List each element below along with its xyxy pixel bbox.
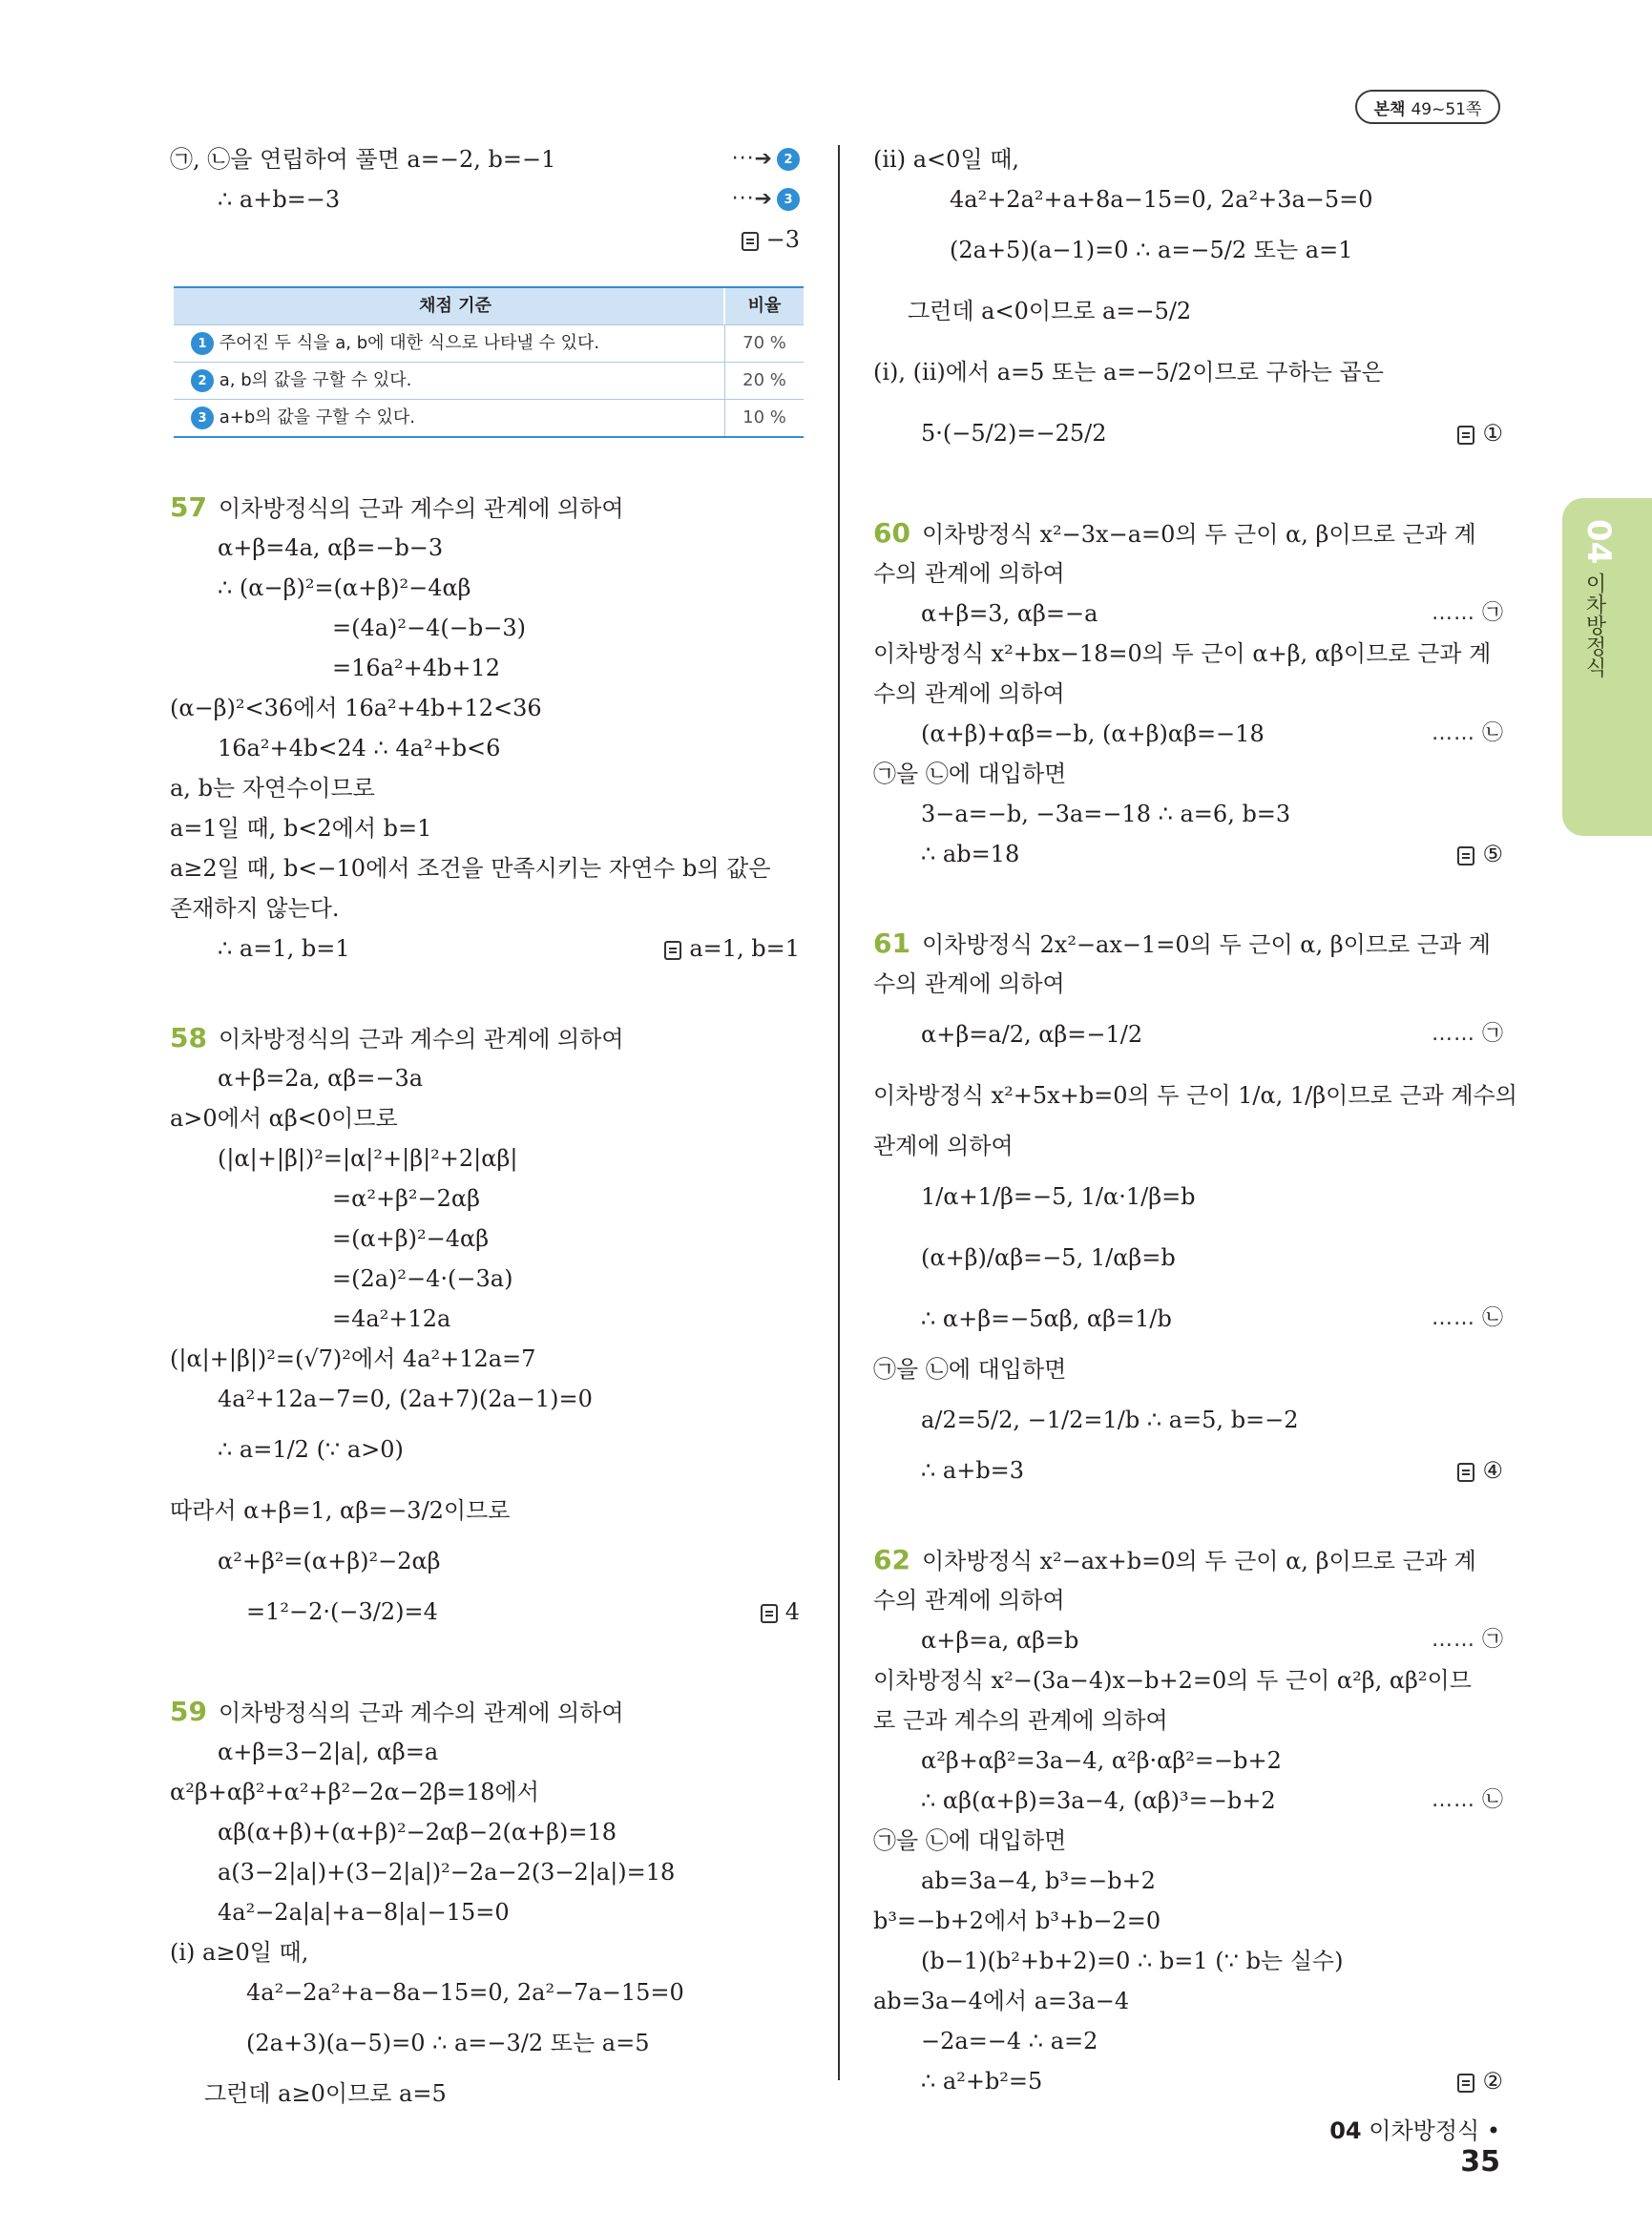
solution-line	[873, 594, 1503, 634]
solution-line: (b−1)(b²+b+2)=0 ∴ b=1 (∵ b는 실수)	[921, 1948, 1344, 1974]
footer-chapter-title: 이차방정식	[1369, 2117, 1480, 2144]
solution-line: 그런데 a<0이므로 a=−5/2	[908, 298, 1192, 324]
line-text: 이차방정식의 근과 계수의 관계에 의하여	[218, 1699, 624, 1726]
table-header-row	[174, 288, 804, 325]
question-heading	[873, 924, 1503, 964]
question-number: 60	[873, 517, 910, 549]
solution-line: ㉠을 ㉡에 대입하면	[873, 1827, 1067, 1854]
answer-icon	[761, 1604, 778, 1623]
solution-line: 그런데 a≥0이므로 a=5	[204, 2080, 447, 2107]
answer	[1457, 2061, 1503, 2101]
line-text: 이차방정식의 근과 계수의 관계에 의하여	[218, 1026, 624, 1053]
answer-icon	[1457, 1463, 1474, 1482]
answer-icon	[1457, 2074, 1474, 2093]
solution-line: 이차방정식 x²+5x+b=0의 두 근이 1/α, 1/β이므로 근과 계수의	[873, 1082, 1517, 1109]
solution-line: 따라서 α+β=1, αβ=−3/2이므로	[170, 1497, 511, 1524]
line-text: ∴ a²+b²=5	[921, 2068, 1043, 2095]
solution-line: α²β+αβ²+α²+β²−2α−2β=18에서	[170, 1779, 539, 1805]
solution-line	[873, 1450, 1503, 1491]
solution-line: 16a²+4b<24 ∴ 4a²+b<6	[218, 735, 501, 761]
solution-line: ㉠을 ㉡에 대입하면	[873, 761, 1067, 787]
answer	[1457, 1450, 1503, 1491]
equation-tag-label: ㉠	[1481, 601, 1503, 625]
line-text: α+β=a/2, αβ=−1/2	[921, 1021, 1143, 1048]
criteria-text: a+b의 값을 구할 수 있다.	[219, 407, 415, 427]
answer-icon	[742, 232, 759, 251]
solution-line: ㉠을 ㉡에 대입하면	[873, 1356, 1067, 1383]
solution-line: ∴ a=1/2 (∵ a>0)	[218, 1436, 404, 1463]
left-column	[170, 139, 800, 2114]
solution-line: (ii) a<0일 때,	[873, 146, 1020, 173]
solution-line	[170, 928, 800, 969]
column-header: 비율	[723, 288, 804, 324]
solution-line: a≥2일 때, b<−10에서 조건을 만족시키는 자연수 b의 값은	[170, 855, 771, 882]
question-number: 62	[873, 1544, 910, 1575]
solution-line: 1/α+1/β=−5, 1/α·1/β=b	[921, 1183, 1196, 1210]
footer-chapter-number: 04	[1329, 2117, 1362, 2144]
answer-value: 4	[784, 1598, 800, 1625]
solution-line: 이차방정식 x²+bx−18=0의 두 근이 α+β, αβ이므로 근과 계	[873, 640, 1492, 667]
solution-line: (α−β)²<36에서 16a²+4b+12<36	[170, 695, 542, 721]
solution-line: 로 근과 계수의 관계에 의하여	[873, 1707, 1168, 1734]
line-text: 이차방정식 x²−3x−a=0의 두 근이 α, β이므로 근과 계	[921, 521, 1476, 548]
solution-line: 수의 관계에 의하여	[873, 970, 1065, 997]
solution-line	[873, 1781, 1503, 1821]
solution-line: 4a²−2a²+a−8a−15=0, 2a²−7a−15=0	[246, 1979, 684, 2006]
question-number: 59	[170, 1696, 207, 1727]
solution-line: α+β=4a, αβ=−b−3	[218, 534, 444, 561]
line-text: =1²−2·(−3/2)=4	[246, 1598, 438, 1625]
equation-tag: …… ㉠	[1431, 601, 1503, 625]
equation-tag-label: ㉠	[1481, 1022, 1503, 1046]
answer-icon	[1457, 426, 1474, 445]
solution-line: αβ(α+β)+(α+β)²−2αβ−2(α+β)=18	[218, 1819, 617, 1845]
answer-value: ①	[1482, 420, 1503, 447]
solution-line: =16a²+4b+12	[332, 655, 500, 681]
page-range: 49~51쪽	[1411, 99, 1482, 119]
answer-value: ⑤	[1482, 841, 1503, 867]
solution-line: −2a=−4 ∴ a=2	[921, 2028, 1098, 2054]
solution-line: (2a+3)(a−5)=0 ∴ a=−3/2 또는 a=5	[246, 2030, 650, 2056]
solution-line: (2a+5)(a−1)=0 ∴ a=−5/2 또는 a=1	[950, 237, 1353, 263]
column-header: 채점 기준	[419, 296, 491, 316]
column-divider	[838, 145, 840, 2080]
answer-value: −3	[765, 226, 800, 253]
criteria-cell	[174, 400, 724, 436]
solution-line: a=1일 때, b<2에서 b=1	[170, 815, 432, 842]
solution-line	[873, 403, 1503, 464]
solution-line: =(4a)²−4(−b−3)	[332, 615, 526, 641]
equation-tag-label: ㉠	[1481, 1628, 1503, 1652]
equation-tag-label: ㉡	[1481, 1306, 1503, 1330]
solution-line: =(α+β)²−4αβ	[332, 1225, 490, 1252]
question-number: 57	[170, 491, 207, 523]
solution-line: 이차방정식 x²−(3a−4)x−b+2=0의 두 근이 α²β, αβ²이므	[873, 1667, 1472, 1694]
line-text: 이차방정식 x²−ax+b=0의 두 근이 α, β이므로 근과 계	[921, 1548, 1476, 1574]
answer-icon	[664, 941, 681, 960]
solution-line	[873, 834, 1503, 874]
solution-line: 수의 관계에 의하여	[873, 680, 1065, 707]
chapter-tab-number: 04	[1579, 519, 1618, 565]
answer-value: ④	[1482, 1457, 1503, 1484]
table-row	[174, 325, 804, 363]
step-number-icon: 2	[191, 369, 214, 392]
solution-line: a/2=5/2, −1/2=1/b ∴ a=5, b=−2	[921, 1407, 1299, 1433]
solution-line	[873, 714, 1503, 754]
solution-line: =(2a)²−4·(−3a)	[332, 1265, 513, 1292]
answer-icon	[1457, 846, 1474, 865]
criteria-cell	[174, 325, 724, 362]
table-row	[174, 400, 804, 436]
chapter-side-tab[interactable]	[1562, 498, 1652, 836]
answer	[742, 219, 800, 260]
ratio-cell: 20 %	[724, 363, 804, 399]
line-text: (α+β)+αβ=−b, (α+β)αβ=−18	[921, 720, 1265, 747]
equation-tag: …… ㉡	[1431, 1306, 1503, 1330]
ratio-cell: 10 %	[724, 400, 804, 436]
question-heading	[873, 513, 1503, 553]
solution-line	[170, 1581, 800, 1642]
solution-line: 수의 관계에 의하여	[873, 1587, 1065, 1614]
line-text: ∴ a=1, b=1	[218, 935, 350, 962]
line-text: 이차방정식의 근과 계수의 관계에 의하여	[218, 495, 624, 522]
step-number-icon: 2	[777, 148, 800, 171]
solution-line	[873, 1288, 1503, 1349]
question-number: 61	[873, 928, 910, 959]
solution-line	[170, 179, 800, 219]
solution-line: 관계에 의하여	[873, 1133, 1014, 1159]
answer	[664, 928, 800, 969]
answer-value: ②	[1482, 2068, 1503, 2095]
solution-line: =α²+β²−2αβ	[332, 1185, 481, 1212]
line-text: 이차방정식 2x²−ax−1=0의 두 근이 α, β이므로 근과 계	[921, 931, 1491, 958]
page-reference-badge	[1355, 90, 1500, 124]
equation-tag-label: ㉡	[1481, 1788, 1503, 1812]
question-heading	[170, 488, 800, 528]
solution-line	[873, 2061, 1503, 2101]
solution-line: (i) a≥0일 때,	[170, 1939, 309, 1966]
solution-line: α+β=3−2|a|, αβ=a	[218, 1739, 439, 1765]
solution-line: ab=3a−4, b³=−b+2	[921, 1867, 1156, 1894]
equation-tag: …… ㉡	[1431, 1788, 1503, 1812]
chapter-tab-title: 이차방정식	[1582, 573, 1606, 678]
equation-tag: …… ㉠	[1431, 1628, 1503, 1652]
solution-line: 3−a=−b, −3a=−18 ∴ a=6, b=3	[921, 801, 1291, 827]
line-text: ∴ αβ(α+β)=3a−4, (αβ)³=−b+2	[921, 1787, 1276, 1814]
footer-separator: •	[1486, 2117, 1500, 2144]
page-number: 35	[1460, 2145, 1500, 2179]
solution-line: ∴ (α−β)²=(α+β)²−4αβ	[218, 574, 471, 601]
question-heading	[873, 1540, 1503, 1580]
solution-line: α²+β²=(α+β)²−2αβ	[218, 1548, 441, 1574]
solution-line: (i), (ii)에서 a=5 또는 a=−5/2이므로 구하는 곱은	[873, 359, 1384, 386]
line-text: 5·(−5/2)=−25/2	[921, 420, 1107, 447]
step-number-icon: 1	[191, 332, 214, 355]
step-marker: ···➔ 2	[732, 139, 800, 179]
line-text: ∴ α+β=−5αβ, αβ=1/b	[921, 1305, 1172, 1332]
criteria-cell	[174, 363, 724, 399]
book-label: 본책	[1373, 99, 1406, 119]
solution-line: b³=−b+2에서 b³+b−2=0	[873, 1908, 1161, 1934]
solution-line	[170, 139, 800, 179]
line-text: α+β=a, αβ=b	[921, 1627, 1079, 1654]
solution-line: (|α|+|β|)²=(√7)²에서 4a²+12a=7	[170, 1345, 536, 1372]
ratio-cell: 70 %	[724, 325, 804, 362]
solution-line: α+β=2a, αβ=−3a	[218, 1065, 424, 1092]
answer-value: a=1, b=1	[689, 935, 800, 962]
solution-line	[873, 1004, 1503, 1065]
solution-line: =4a²+12a	[332, 1305, 451, 1332]
answer	[1457, 834, 1503, 874]
equation-tag: …… ㉡	[1431, 721, 1503, 745]
solution-line: 4a²−2a|a|+a−8|a|−15=0	[218, 1899, 510, 1926]
solution-line: 수의 관계에 의하여	[873, 560, 1065, 587]
question-heading	[170, 1692, 800, 1732]
solution-line: ab=3a−4에서 a=3a−4	[873, 1988, 1130, 2014]
right-column	[873, 139, 1517, 2101]
solution-line	[873, 1620, 1503, 1660]
solution-line: 존재하지 않는다.	[170, 895, 340, 922]
answer	[761, 1581, 800, 1642]
line-text: ∴ a+b=−3	[218, 186, 341, 213]
solution-line: (α+β)/αβ=−5, 1/αβ=b	[921, 1244, 1176, 1271]
step-number-icon: 3	[191, 407, 214, 429]
solution-line: (|α|+|β|)²=|α|²+|β|²+2|αβ|	[218, 1145, 518, 1172]
solution-line: 4a²+12a−7=0, (2a+7)(2a−1)=0	[218, 1386, 593, 1412]
page-footer	[1317, 2112, 1500, 2179]
equation-tag-label: ㉡	[1481, 721, 1503, 745]
solution-line: 4a²+2a²+a+8a−15=0, 2a²+3a−5=0	[950, 186, 1373, 213]
scoring-table	[174, 286, 804, 438]
step-marker: ···➔ 3	[732, 179, 800, 219]
answer	[1457, 403, 1503, 464]
solution-line: a>0에서 αβ<0이므로	[170, 1105, 398, 1132]
criteria-text: a, b의 값을 구할 수 있다.	[219, 370, 412, 390]
table-row	[174, 363, 804, 400]
line-text: α+β=3, αβ=−a	[921, 600, 1098, 627]
line-text: ∴ a+b=3	[921, 1457, 1025, 1484]
solution-line: a(3−2|a|)+(3−2|a|)²−2a−2(3−2|a|)=18	[218, 1859, 676, 1886]
equation-tag: …… ㉠	[1431, 1022, 1503, 1046]
question-heading	[170, 1018, 800, 1058]
criteria-text: 주어진 두 식을 a, b에 대한 식으로 나타낼 수 있다.	[219, 333, 600, 353]
line-text: ㉠, ㉡을 연립하여 풀면 a=−2, b=−1	[170, 146, 556, 173]
step-number-icon: 3	[777, 188, 800, 211]
line-text: ∴ ab=18	[921, 841, 1020, 867]
answer-line	[170, 219, 800, 260]
question-number: 58	[170, 1022, 207, 1053]
solution-line: a, b는 자연수이므로	[170, 775, 375, 802]
solution-line: α²β+αβ²=3a−4, α²β·αβ²=−b+2	[921, 1747, 1282, 1774]
